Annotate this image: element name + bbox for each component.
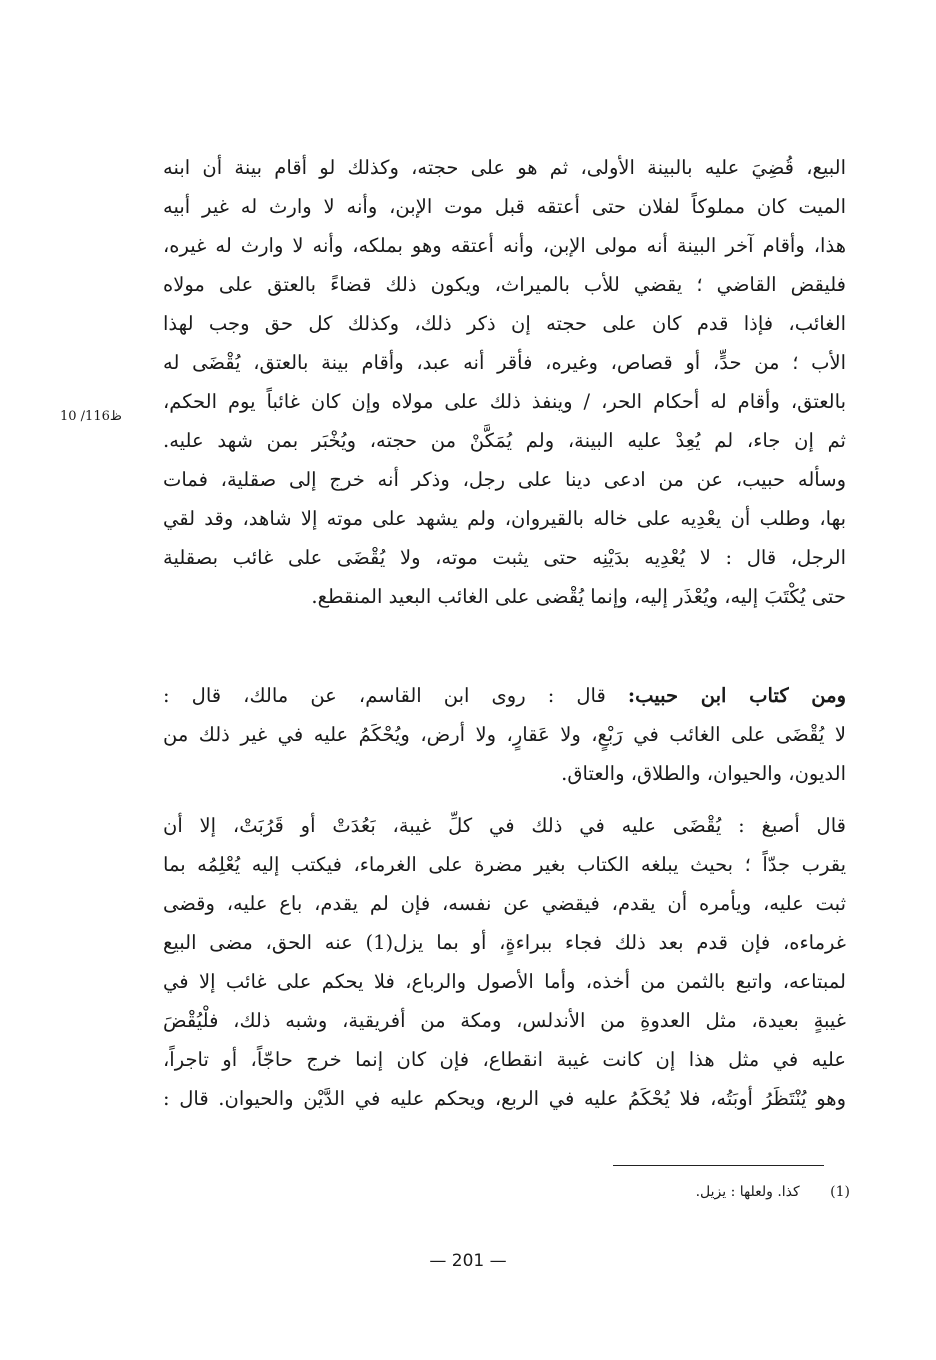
text-line: حتى يُكْتَبَ إليه، ويُعْذَر إليه، وإنما يُقْضى على الغائب البعيد المنقطع.: [311, 585, 846, 608]
footnote-text: كذا. ولعلها : يزيل.: [695, 1184, 800, 1200]
paragraph-1: [163, 148, 846, 616]
text-line: وسأله حبيب، عن من ادعى دينا على رجل، وذكر أنه خرج إلى صقلية، فمات: [163, 468, 846, 491]
text-line: البيع، قُضِيَ عليه بالبينة الأولى، ثم هو على حجته، وكذلك لو أقام بينة أن ابنه: [163, 156, 846, 179]
page-number: — 201 —: [429, 1251, 507, 1271]
text-line: [163, 676, 846, 715]
text-line: الرجل، قال : لا يُعْدِيه بدَيْنِه حتى يثبت موته، ولا يُقْضَى على غائب بصقلية: [163, 546, 846, 569]
text-line: ثم إن جاء، لم يُعِدْ عليه البينة، ولم يُمَكَّنْ من حجته، ويُخْبَر بمن شهد عليه.: [163, 429, 846, 452]
text-line: بها، وطلب أن يعْدِيه على خاله بالقيروان، ولم يشهد على موته إلا شاهد، وقد لقي: [163, 507, 846, 530]
text-line: وهو يُنْتَظَرُ أوبَتُه، فلا يُحْكَمُ عليه في الربع، ويحكم عليه في الدَّيْن والحيوان. قال :: [163, 1087, 846, 1110]
text-line: ثبت عليه، ويأمره أن يقدم، فيقضي عن نفسه، فإن لم يقدم، باع عليه، وقضى: [163, 892, 846, 915]
text-segment: قال : روى ابن القاسم، عن مالك، قال :: [163, 684, 628, 707]
text-line: بالعتق، وأقام له أحكام الحر، / وينفذ ذلك على مولاه وإن كان غائباً يوم الحكم،: [163, 390, 846, 413]
text-line: لمبتاعه، واتبع بالثمن من أخذه، وأما الأصول والرباع، فلا يحكم على غائب إلا في: [163, 970, 846, 993]
text-line: لا يُقْضَى على الغائب في رَبْعٍ، ولا عَقارٍ، ولا أرض، ويُحْكَمُ عليه في غير ذلك من: [163, 723, 846, 746]
text-line: غرماءه، فإن قدم بعد ذلك فجاء ببراءةٍ، أو بما يزل(1) عنه الحق، مضى البيع: [163, 931, 846, 954]
text-line: الغائب، فإذا قدم كان على حجته إن ذكر ذلك، وكذلك كل حق وجب لهذا: [163, 312, 846, 335]
text-line: قال أصبغ : يُقْضَى عليه في ذلك في كلِّ غيبة، بَعُدَتْ أو قَرُبَتْ، إلا أن: [163, 814, 846, 837]
text-line: غيبةٍ بعيدة، مثل العدوةِ من الأندلس، ومكة من أفريقية، وشبه ذلك، فلْيُقْضَ: [163, 1009, 846, 1032]
text-line: الميت كان مملوكاً لفلان حتى أعتقه قبل موت الإبن، وأنه لا وارث له غير أبيه: [163, 195, 846, 218]
text-line: الديون، والحيوان، والطلاق، والعتاق.: [561, 762, 846, 785]
footnote: [560, 1178, 850, 1206]
text-line: فليقض القاضي ؛ يقضي للأب بالميراث، ويكون ذلك قضاءً بالعتق على مولاه: [163, 273, 846, 296]
footnote-marker: (1): [830, 1184, 850, 1200]
footnote-divider: [613, 1165, 824, 1166]
paragraph-2: [163, 676, 846, 793]
text-line: يقرب جدّاً ؛ بحيث يبلغه الكتاب بغير مضرة على الغرماء، فيكتب إليه يُعْلِمُه بما: [163, 853, 846, 876]
paragraph-3: [163, 806, 846, 1118]
text-line: الأب ؛ من حدٍّ، أو قصاص، وغيره، فأقر أنه عبد، وأقام بينة بالعتق، يُقْضَى له: [163, 351, 846, 374]
section-heading: ومن كتاب ابن حبيب:: [627, 684, 846, 707]
manuscript-folio-note: 10 /116ظ: [60, 409, 122, 424]
text-line: عليه في مثل هذا إن كانت غيبة انقطاع، فإن كان إنما خرج حاجّاً، أو تاجراً،: [163, 1048, 846, 1071]
text-line: هذا، وأقام آخر البينة أنه مولى الإبن، وأنه أعتقه وهو بملكه، وأنه لا وارث له غيره،: [163, 234, 846, 257]
